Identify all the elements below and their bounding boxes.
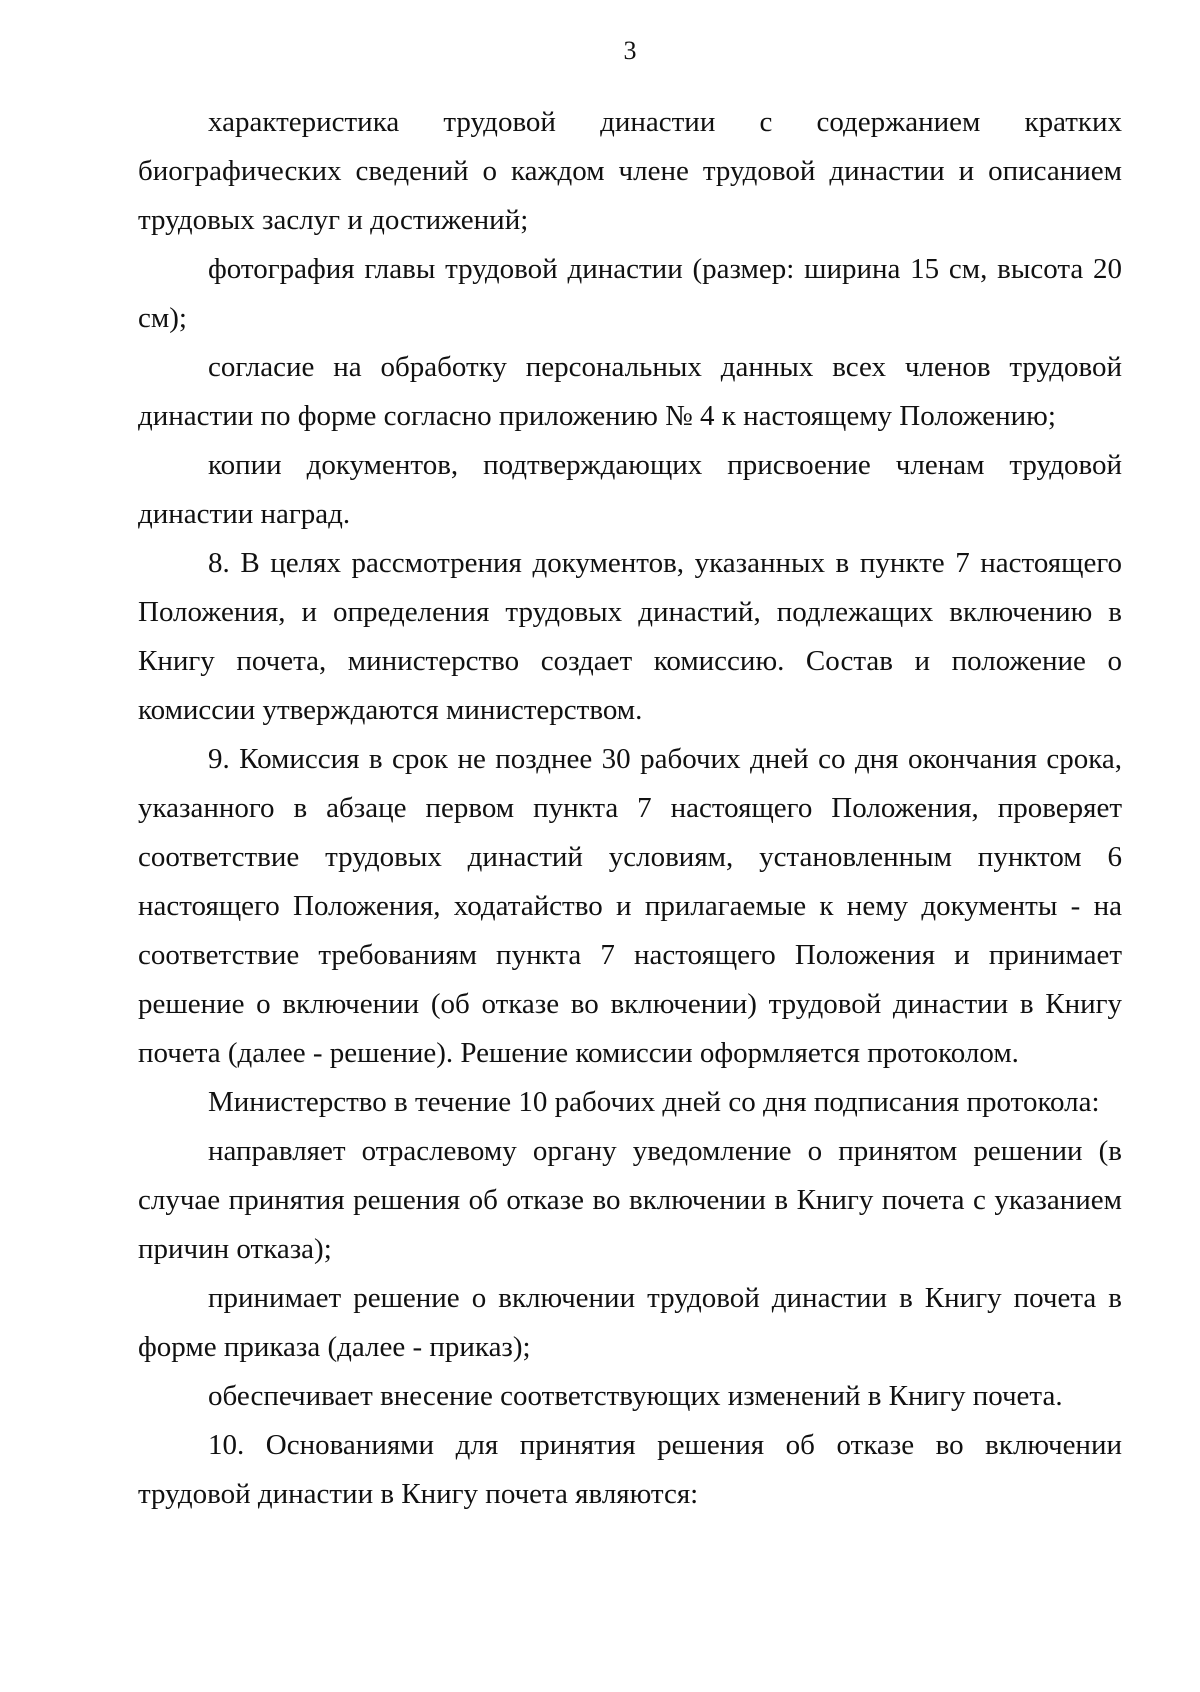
document-body bbox=[138, 98, 1122, 1519]
paragraph-photo: фотография главы трудовой династии (размер: ширина 15 см, высота 20 см); bbox=[138, 253, 1122, 334]
paragraph-ministry: Министерство в течение 10 рабочих дней со дня подписания протокола: bbox=[208, 1086, 1100, 1118]
page-number: 3 bbox=[623, 36, 637, 65]
paragraph-clause-8: 8. В целях рассмотрения документов, указанных в пункте 7 настоящего Положения, и определения трудовых династий, подлежащих включению в Книгу почета, министерство создает комиссию. Состав и положение о комиссии утверждаются министерством. bbox=[138, 547, 1122, 726]
paragraph-clause-10: 10. Основаниями для принятия решения об отказе во включении трудовой династии в Книгу почета являются: bbox=[138, 1429, 1122, 1510]
paragraph-award-copies: копии документов, подтверждающих присвоение членам трудовой династии наград. bbox=[138, 449, 1122, 530]
paragraph-consent: согласие на обработку персональных данных всех членов трудовой династии по форме согласно приложению № 4 к настоящему Положению; bbox=[138, 351, 1122, 432]
paragraph-book-changes: обеспечивает внесение соответствующих изменений в Книгу почета. bbox=[208, 1380, 1063, 1412]
paragraph-clause-9: 9. Комиссия в срок не позднее 30 рабочих дней со дня окончания срока, указанного в абзаце первом пункта 7 настоящего Положения, проверяет соответствие трудовых династий условиям, установленным пунктом 6 настоящего Положения, ходатайство и прилагаемые к нему документы - на соответствие требованиям пункта 7 настоящего Положения и принимает решение о включении (об отказе во включении) трудовой династии в Книгу почета (далее - решение). Решение комиссии оформляется протоколом. bbox=[138, 743, 1122, 1069]
paragraph-order: принимает решение о включении трудовой династии в Книгу почета в форме приказа (далее - приказ); bbox=[138, 1282, 1122, 1363]
paragraph-notification: направляет отраслевому органу уведомление о принятом решении (в случае принятия решения об отказе во включении в Книгу почета с указанием причин отказа); bbox=[138, 1135, 1122, 1265]
paragraph-characteristic: характеристика трудовой династии с содержанием кратких биографических сведений о каждом члене трудовой династии и описанием трудовых заслуг и достижений; bbox=[138, 106, 1122, 236]
